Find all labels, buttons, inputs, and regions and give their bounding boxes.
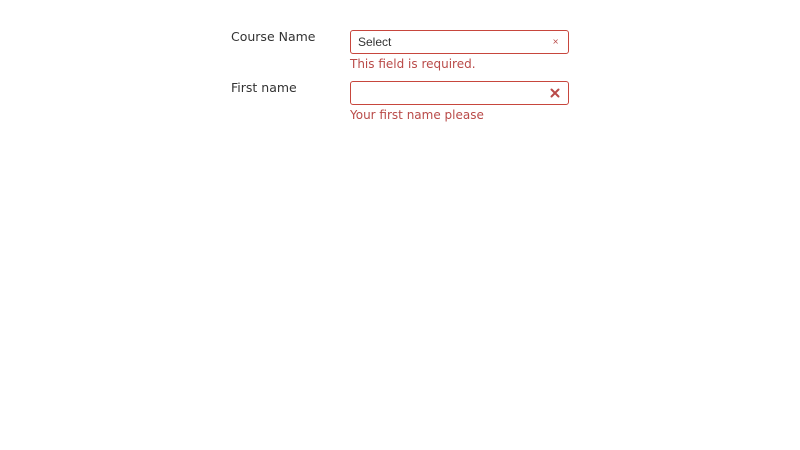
course-name-error: This field is required. (350, 57, 476, 71)
course-name-label: Course Name (231, 29, 316, 44)
course-name-select-value: Select (358, 35, 392, 49)
first-name-input[interactable] (351, 82, 568, 104)
close-icon[interactable] (548, 85, 562, 101)
course-name-select[interactable] (350, 30, 569, 54)
first-name-field[interactable] (350, 81, 569, 105)
first-name-error: Your first name please (350, 108, 484, 122)
select-clear-icon[interactable]: × (552, 37, 559, 46)
first-name-label: First name (231, 80, 297, 95)
